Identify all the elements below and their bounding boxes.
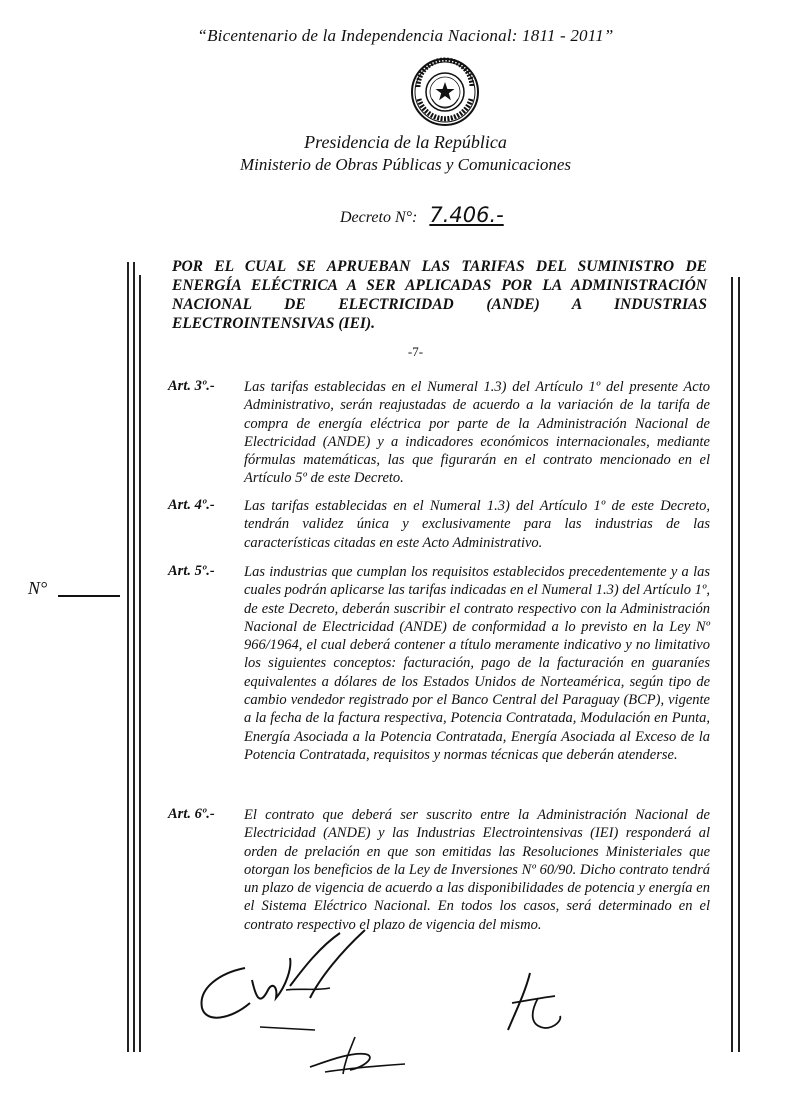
article-text: Las tarifas establecidas en el Numeral 1.3) del Artículo 1º de este Decreto, tendrán validez única y exclusivamente para las industrias de las características citadas en este Acto Administrativo.	[244, 498, 710, 551]
article-text: El contrato que deberá ser suscrito entre la Administración Nacional de Electricidad (ANDE) y las Industrias Electrointensivas (IEI) responderá al orden de prelación en que son emitidas las Resoluciones Ministeriales que otorgan los beneficios de la Ley de Inversiones Nº 60/90. Dicho contrato tendrá un plazo de vigencia de acuerdo a las disponibilidades de potencia y energía en el Sistema Eléctrico Nacional. En todos los casos, será determinado en el contrato respectivo el plazo de vigencia del mismo.	[244, 807, 710, 933]
article-3	[168, 378, 710, 488]
article-label: Art. 5º.-	[168, 563, 215, 579]
article-label: Art. 6º.-	[168, 806, 215, 822]
institution-ministry: Ministerio de Obras Públicas y Comunicaciones	[240, 155, 571, 174]
article-text: Las tarifas establecidas en el Numeral 1.3) del Artículo 1º del presente Acto Administrativo, serán reajustadas de acuerdo a la variación de la tarifa de compra de energía eléctrica por parte de la Administración Nacional de Electricidad (ANDE) y a indicadores económicos internacionales, mediante fórmulas matemáticas, las que figurarán en el contrato mencionado en el Artículo 5º de este Decreto.	[244, 379, 710, 487]
initials-mark	[255, 1022, 415, 1082]
left-margin-rule	[139, 275, 141, 1052]
left-margin-rule	[133, 262, 135, 1052]
bicentennial-motto: “Bicentenario de la Independencia Nacional: 1811 - 2011”	[197, 26, 614, 45]
article-label: Art. 4º.-	[168, 497, 215, 513]
left-margin-rule	[127, 262, 129, 1052]
decree-number: 7.406.-	[429, 203, 504, 227]
margin-number-note: N°	[28, 578, 48, 598]
right-margin-rule	[731, 277, 733, 1052]
article-4	[168, 497, 710, 552]
decree-number-line	[340, 203, 504, 227]
decree-label: Decreto N°:	[340, 209, 418, 226]
margin-number-blank	[58, 595, 120, 597]
institution-presidency: Presidencia de la República	[304, 132, 507, 152]
page-number: -7-	[407, 344, 424, 359]
article-5	[168, 563, 710, 764]
signature-minister	[500, 968, 570, 1038]
decree-title: POR EL CUAL SE APRUEBAN LAS TARIFAS DEL SUMINISTRO DE ENERGÍA ELÉCTRICA A SER APLICADAS POR LA ADMINISTRACIÓN NACIONAL DE ELECTRICIDAD (ANDE) A INDUSTRIAS ELECTROINTENSIVAS (IEI).	[172, 258, 707, 332]
right-margin-rule	[738, 277, 740, 1052]
article-6	[168, 806, 710, 934]
national-seal-icon	[410, 57, 480, 127]
article-text: Las industrias que cumplan los requisitos establecidos precedentemente y a las cuales podrán aplicarse las tarifas indicadas en el Numeral 1.3) del Artículo 1º, de este Decreto, deberán suscribir el contrato respectivo con la Administración Nacional de Electricidad (ANDE) de conformidad a lo previsto en la Ley Nº 966/1964, el cual deberá contener a título meramente indicativo y no limitativo los siguientes conceptos: facturación, pago de la facturación en guaraníes equivalentes a dólares de los Estados Unidos de Norteamérica, según tipo de cambio vendedor registrado por el Banco Central del Paraguay (BCP), vigente a la fecha de la factura respectiva, Potencia Contratada, Modulación en Punta, Energía Asociada a la Potencia Contratada, Energía Asociada al Exceso de la Potencia Contratada, requisitos y normas técnicas que deberán atenderse.	[244, 564, 710, 763]
article-label: Art. 3º.-	[168, 378, 215, 394]
